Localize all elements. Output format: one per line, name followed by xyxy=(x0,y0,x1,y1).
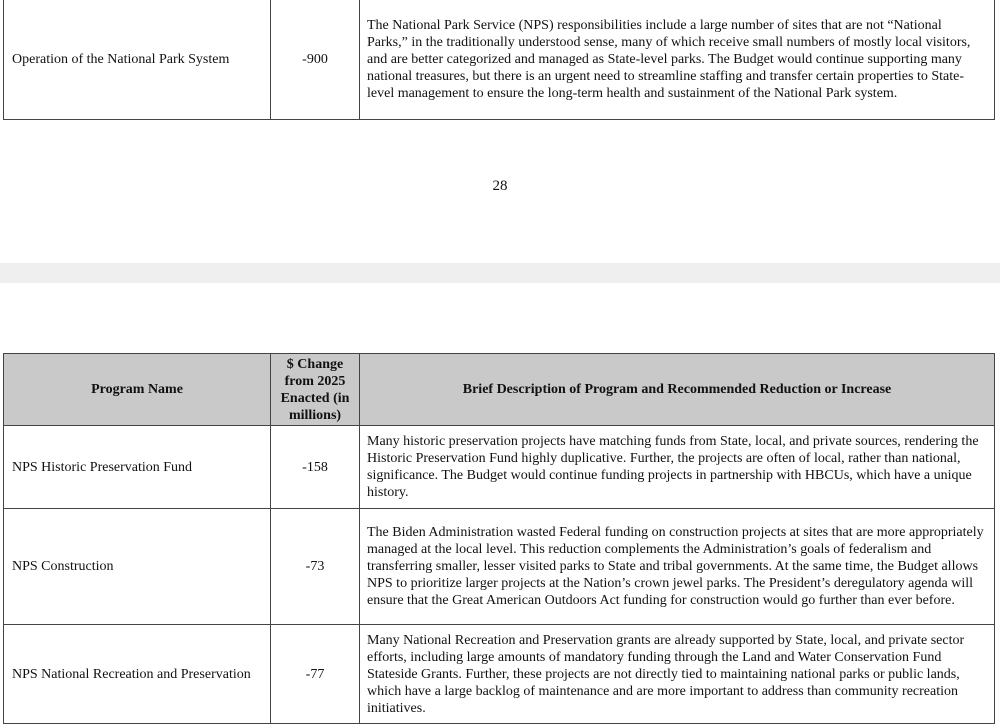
page-number: 28 xyxy=(492,178,508,194)
page-separator xyxy=(0,263,1000,283)
change-cell: -77 xyxy=(271,625,360,724)
description-cell: Many National Recreation and Preservation grants are already supported by State, local, and private sector efforts, including large amounts of mandatory funding through the Land and Water Conservation Fund Stateside Grants. Further, these projects are not directly tied to maintaining national parks or public lands, which have a large backlog of maintenance and are more important to address than community recreation initiatives. xyxy=(360,625,995,724)
description-cell: The Biden Administration wasted Federal funding on construction projects at sites that are more appropriately managed at the local level. This reduction complements the Administration’s goals of federalism and transferring smaller, lesser visited parks to State and tribal governments. At the same time, the Budget allows NPS to prioritize larger projects at the Nation’s crown jewel parks. The President’s deregulatory agenda will ensure that the Great American Outdoors Act funding for construction would go further than ever before. xyxy=(360,509,995,625)
change-cell: -73 xyxy=(271,509,360,625)
budget-table xyxy=(3,353,995,724)
change-cell: -900 xyxy=(271,0,360,120)
description-cell: Many historic preservation projects have matching funds from State, local, and private sources, rendering the Historic Preservation Fund highly duplicative. Further, the projects are often of local, rather than national, significance. The Budget would continue funding projects in partnership with HBCUs, which have a unique history. xyxy=(360,426,995,509)
program-name-cell: NPS National Recreation and Preservation xyxy=(4,625,271,724)
budget-table-continued xyxy=(3,0,995,120)
header-change: $ Change from 2025 Enacted (in millions) xyxy=(271,354,360,426)
table-row xyxy=(4,426,995,509)
table-header-row xyxy=(4,354,995,426)
table-row xyxy=(4,0,995,120)
header-program-name: Program Name xyxy=(4,354,271,426)
program-name-cell: NPS Historic Preservation Fund xyxy=(4,426,271,509)
table-row xyxy=(4,509,995,625)
description-cell: The National Park Service (NPS) responsibilities include a large number of sites that are not “National Parks,” in the traditionally understood sense, many of which receive small numbers of mostly local visitors, and are better categorized and managed as State-level parks. The Budget would continue supporting many national treasures, but there is an urgent need to streamline staffing and transfer certain properties to State-level management to ensure the long-term health and sustainment of the National Park system. xyxy=(360,0,995,120)
table-row xyxy=(4,625,995,724)
program-name-cell: NPS Construction xyxy=(4,509,271,625)
header-description: Brief Description of Program and Recommended Reduction or Increase xyxy=(360,354,995,426)
change-cell: -158 xyxy=(271,426,360,509)
program-name-cell: Operation of the National Park System xyxy=(4,0,271,120)
